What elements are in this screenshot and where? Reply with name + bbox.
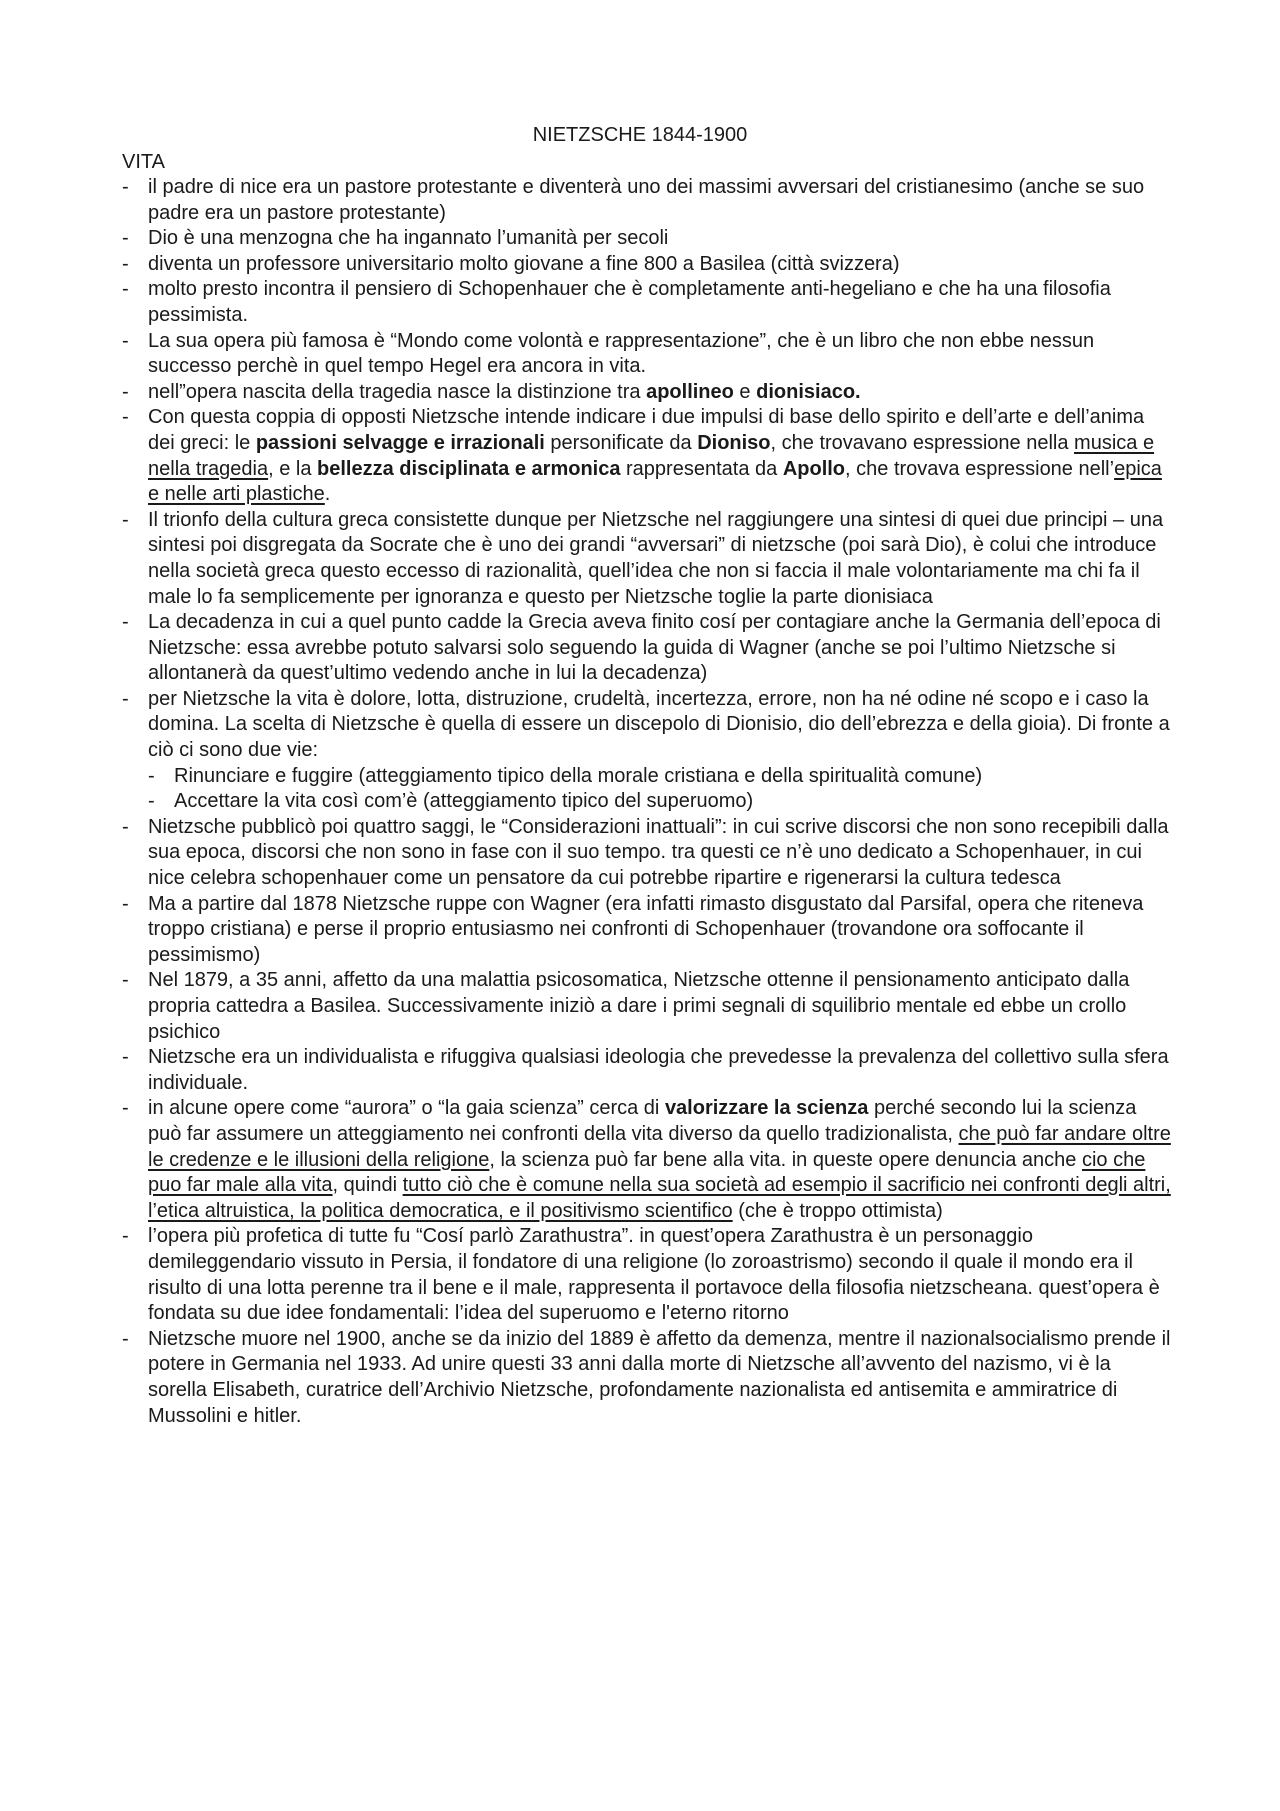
underlined-text: tutto ciò che è comune nella sua società ad esempio il sacrificio nei confronti degli altri, l’etica altruistica, la politica democratica, e il positivismo scientifico: [148, 1174, 1171, 1222]
underlined-text: che può far andare oltre le credenze e le illusioni della religione: [148, 1122, 1171, 1171]
text-run: La decadenza in cui a quel punto cadde la Grecia aveva finito cosí per contagiare anche la Germania dell’epoca di Nietzsche: essa avrebbe potuto salvarsi solo seguendo la guida di Wagner (anche se poi l’ultimo Nietzsche si allontanerà da quest’ultimo vedendo anche in lui la decadenza): [148, 611, 1161, 685]
bullet-item: [122, 252, 1172, 278]
text-run: , che trovava espressione nell’: [845, 457, 1115, 480]
bold-text: bellezza disciplinata e armonica: [317, 457, 621, 480]
sub-bullet-item: - Accettare la vita così com’è (atteggiamento tipico del superuomo): [148, 789, 1172, 815]
bold-text: apollineo: [646, 380, 734, 403]
text-run: diventa un professore universitario molto giovane a fine 800 a Basilea (città svizzera): [148, 252, 900, 275]
text-run: , la scienza può far bene alla vita. in queste opere denuncia anche: [489, 1148, 1082, 1171]
bold-text: passioni selvagge e irrazionali: [255, 431, 545, 454]
text-run: La sua opera più famosa è “Mondo come volontà e rappresentazione”, che è un libro che non ebbe nessun successo perchè in quel tempo Hegel era ancora in vita.: [148, 329, 1095, 378]
document-title: NIETZSCHE 1844-1900: [532, 124, 748, 146]
text-run: molto presto incontra il pensiero di Schopenhauer che è completamente anti-hegeliano e che ha una filosofia pessimista.: [148, 278, 1111, 326]
bullet-item: [122, 329, 1172, 380]
sub-bullet-item: - Rinunciare e fuggire (atteggiamento tipico della morale cristiana e della spiritualità comune): [148, 764, 1172, 790]
underlined-text: epica e nelle arti plastiche: [148, 457, 1162, 506]
text-run: , e la: [268, 457, 318, 480]
bullet-item: [122, 508, 1172, 610]
bullet-item: [122, 815, 1172, 892]
text-run: Ma a partire dal 1878 Nietzsche ruppe con Wagner (era infatti rimasto disgustato dal Parsifal, opera che riteneva troppo cristiana) e perse il proprio entusiasmo nei confronti di Schopenhauer (trovandone ora soffocante il pessimismo): [148, 892, 1144, 966]
bold-text: Dioniso: [697, 431, 771, 454]
text-run: rappresentata da: [620, 457, 783, 480]
bullet-item: [122, 687, 1172, 815]
text-run: Dio è una menzogna che ha ingannato l’umanità per secoli: [148, 227, 669, 250]
text-run: (che è troppo ottimista): [732, 1199, 943, 1222]
text-run: Il trionfo della cultura greca consistette dunque per Nietzsche nel raggiungere una sintesi di quei due principi – una sintesi poi disgregata da Socrate che è uno dei grandi “avversari” di nietzsche (poi sarà Dio), è colui che introduce nella società greca questo eccesso di razionalità, quell’idea che non si faccia il male volontariamente ma chi fa il male lo fa semplicemente per ignoranza e questo per Nietzsche toglie la parte dionisiaca: [148, 508, 1164, 608]
bullet-item: [122, 610, 1172, 687]
bullet-item: [122, 1224, 1172, 1326]
text-run: , quindi: [332, 1174, 403, 1197]
bullet-item: [122, 1096, 1172, 1224]
bullet-item: [122, 892, 1172, 969]
text-run: e: [733, 380, 757, 403]
text-run: Nietzsche pubblicò poi quattro saggi, le “Considerazioni inattuali”: in cui scrive discorsi che non sono recepibili dalla sua epoca, discorsi che non sono in fase con il suo tempo. tra questi ce n’è uno dedicato a Schopenhauer, in cui nice celebra schopenhauer come un pensatore da cui potrebbe ripartire e rigenerarsi la cultura tedesca: [148, 815, 1169, 890]
sub-bullet-list: [148, 764, 1172, 815]
bullet-item: [122, 1327, 1172, 1429]
underlined-text: cio che puo far male alla vita: [148, 1148, 1146, 1197]
text-run: perché secondo lui la scienza può far assumere un atteggiamento nei confronti della vita diverso da quello tradizionalista,: [148, 1097, 1137, 1145]
bullet-item: [122, 1045, 1172, 1096]
text-run: .: [324, 483, 331, 506]
text-run: in alcune opere come “aurora” o “la gaia scienza” cerca di: [148, 1097, 665, 1120]
text-run: il padre di nice era un pastore protestante e diventerà uno dei massimi avversari del cristianesimo (anche se suo padre era un pastore protestante): [148, 176, 1145, 224]
text-run: personificate da: [544, 431, 698, 454]
text-run: Con questa coppia di opposti Nietzsche intende indicare i due impulsi di base dello spirito e dell’arte e dell’anima dei greci: le: [148, 406, 1145, 454]
text-run: l’opera più profetica di tutte fu “Cosí parlò Zarathustra”. in quest’opera Zarathustra è un personaggio demileggendario vissuto in Persia, il fondatore di una religione (lo zoroastrismo) secondo il quale il mondo era il risulto di una lotta perenne tra il bene e il male, rappresenta il portavoce della filosofia nietzscheana. quest’opera è fondata su due idee fondamentali: l’idea del superuomo e l'eterno ritorno: [148, 1225, 1160, 1325]
bold-text: Apollo: [782, 457, 846, 480]
text-run: Nietzsche era un individualista e rifuggiva qualsiasi ideologia che prevedesse la prevalenza del collettivo sulla sfera individuale.: [148, 1046, 1169, 1094]
bullet-item: [122, 405, 1172, 507]
text-run: , che trovavano espressione nella: [770, 431, 1075, 454]
section-heading: VITA: [122, 151, 165, 173]
underlined-text: musica e nella tragedia: [148, 431, 1155, 480]
text-run: Nel 1879, a 35 anni, affetto da una malattia psicosomatica, Nietzsche ottenne il pensionamento anticipato dalla propria cattedra a Basilea. Successivamente iniziò a dare i primi segnali di squilibrio mentale ed ebbe un crollo psichico: [148, 969, 1130, 1043]
bullet-item: [122, 380, 1172, 406]
bold-text: valorizzare la scienza: [664, 1097, 869, 1120]
text-run: Nietzsche muore nel 1900, anche se da inizio del 1889 è affetto da demenza, mentre il nazionalsocialismo prende il potere in Germania nel 1933. Ad unire questi 33 anni dalla morte di Nietzsche all’avvento del nazismo, vi è la sorella Elisabeth, curatrice dell’Archivio Nietzsche, profondamente nazionalista ed antisemita e ammiratrice di Mussolini e hitler.: [148, 1327, 1171, 1427]
bullet-list: [122, 175, 1172, 1429]
bullet-item: [122, 175, 1172, 226]
bullet-item: [122, 226, 1172, 252]
bold-text: dionisiaco.: [756, 380, 861, 403]
bullet-item: [122, 277, 1172, 328]
text-run: nell”opera nascita della tragedia nasce la distinzione tra: [148, 380, 647, 403]
bullet-item: [122, 968, 1172, 1045]
text-run: per Nietzsche la vita è dolore, lotta, distruzione, crudeltà, incertezza, errore, non ha né odine né scopo e i caso la domina. La scelta di Nietzsche è quella di essere un discepolo di Dionisio, dio dell’ebrezza e della gioia). Di fronte a ciò ci sono due vie:: [148, 687, 1170, 762]
